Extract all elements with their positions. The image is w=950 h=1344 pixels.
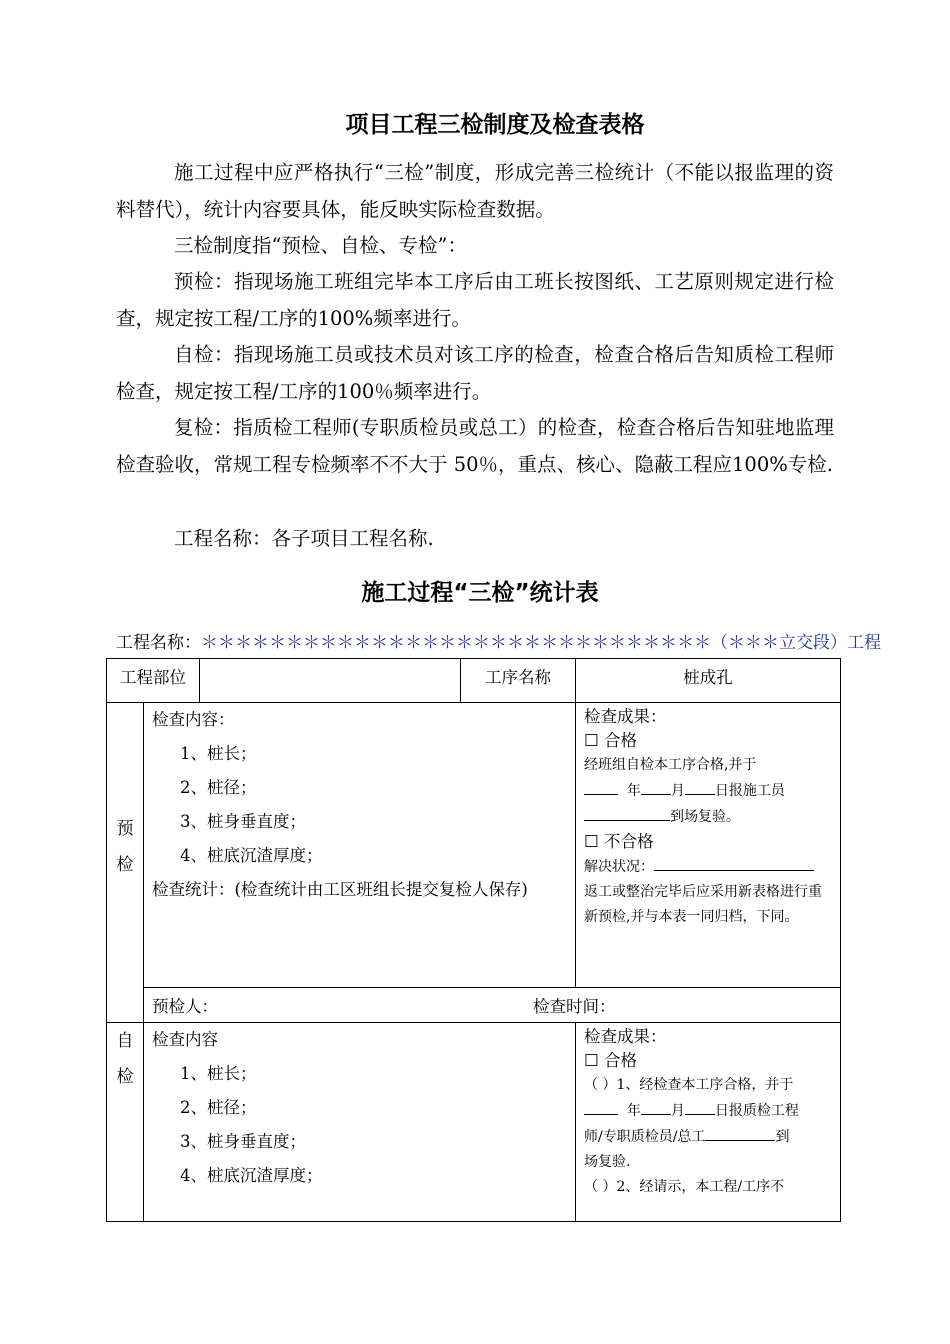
process-label-cell: 工序名称	[461, 659, 576, 703]
pre-check-time-label: 检查时间：	[533, 997, 616, 1016]
pre-check-content-title: 检查内容：	[152, 710, 235, 729]
pre-check-stats: 检查统计：(检查统计由工区班组长提交复检人保存)	[152, 880, 528, 899]
project-name-line	[116, 628, 881, 653]
self-check-item-1: 1、桩长；	[180, 1064, 257, 1083]
pre-check-result-title: 检查成果：	[584, 707, 667, 726]
part-value-cell	[200, 659, 461, 703]
self-check-row	[107, 1023, 841, 1222]
pre-check-sign-cell	[144, 988, 841, 1023]
self-check-option-2: （ ）2、经请示，本工程/工序不	[584, 1179, 785, 1195]
self-check-content-cell	[144, 1023, 576, 1222]
pre-check-fail-checkbox[interactable]: ☐ 不合格	[584, 832, 654, 851]
pre-check-inspector-label: 预检人：	[152, 997, 218, 1016]
pre-check-fail-text: 返工或整治完毕后应采用新表格进行重新预检,并与本表一同归档，下同。	[584, 884, 822, 925]
self-check-item-4: 4、桩底沉渣厚度；	[180, 1166, 323, 1185]
self-check-pass-text: （ ）1、经检查本工序合格，并于	[584, 1077, 794, 1093]
pre-check-sign-row	[107, 988, 841, 1023]
process-value-cell: 桩成孔	[576, 659, 841, 703]
self-check-content-title: 检查内容	[152, 1030, 218, 1049]
pre-check-pass-end: 到场复验。	[584, 804, 834, 830]
pre-check-pass-checkbox[interactable]: ☐ 合格	[584, 731, 638, 750]
self-check-pass-staff: 师/专职质检员/总工 到	[584, 1124, 834, 1150]
pre-check-side-label: 预 检	[107, 703, 144, 1023]
pre-check-resolve-line: 解决状况：	[584, 854, 834, 880]
self-check-result-cell	[576, 1023, 841, 1222]
project-name-label: 工程名称：	[116, 633, 201, 653]
self-check-item-3: 3、桩身垂直度；	[180, 1132, 306, 1151]
intro-paragraph-2: 三检制度指“预检、自检、专检”：	[174, 234, 467, 257]
pre-check-item-4: 4、桩底沉渣厚度；	[180, 846, 323, 865]
intro-paragraph-1: 施工过程中应严格执行“三检”制度，形成完善三检统计（不能以报监理的资料替代），统计内容要具体，能反映实际检查数据。	[116, 161, 834, 221]
self-check-side-label: 自 检	[107, 1023, 144, 1222]
pre-check-item-2: 2、桩径；	[180, 778, 257, 797]
pre-check-item-3: 3、桩身垂直度；	[180, 812, 306, 831]
self-check-pass-end: 场复验.	[584, 1154, 631, 1170]
pre-check-row	[107, 703, 841, 988]
self-check-result-title: 检查成果：	[584, 1027, 667, 1046]
self-check-item-2: 2、桩径；	[180, 1098, 257, 1117]
intro-paragraph-6: 工程名称：各子项目工程名称.	[174, 527, 434, 550]
self-check-pass-date: 年 月 日报质检工程	[584, 1098, 834, 1124]
table-title: 施工过程“三检”统计表	[361, 580, 599, 606]
pre-check-pass-date: 年 月 日报施工员	[584, 778, 834, 804]
project-name-value: ＊＊＊＊＊＊＊＊＊＊＊＊＊＊＊＊＊＊＊＊＊＊＊＊＊＊＊＊＊＊（＊＊＊立交段）工程	[201, 633, 881, 653]
self-check-pass-checkbox[interactable]: ☐ 合格	[584, 1051, 638, 1070]
intro-paragraph-3: 预检：指现场施工班组完毕本工序后由工班长按图纸、工艺原则规定进行检查，规定按工程/工序的100%频率进行。	[116, 270, 834, 330]
table-header-row	[107, 659, 841, 703]
intro-paragraph-5: 复检：指质检工程师(专职质检员或总工）的检查，检查合格后告知驻地监理检查验收，常规工程专检频率不不大于 50％，重点、核心、隐蔽工程应100%专检.	[116, 416, 834, 476]
intro-paragraph-4: 自检：指现场施工员或技术员对该工序的检查，检查合格后告知质检工程师检查，规定按工程/工序的100％频率进行。	[116, 343, 834, 403]
pre-check-item-1: 1、桩长；	[180, 744, 257, 763]
document-title: 项目工程三检制度及检查表格	[345, 112, 645, 138]
three-check-table	[106, 658, 841, 1222]
pre-check-pass-text: 经班组自检本工序合格,并于	[584, 757, 757, 773]
part-label-cell: 工程部位	[107, 659, 200, 703]
pre-check-result-cell	[576, 703, 841, 988]
pre-check-content-cell	[144, 703, 576, 988]
